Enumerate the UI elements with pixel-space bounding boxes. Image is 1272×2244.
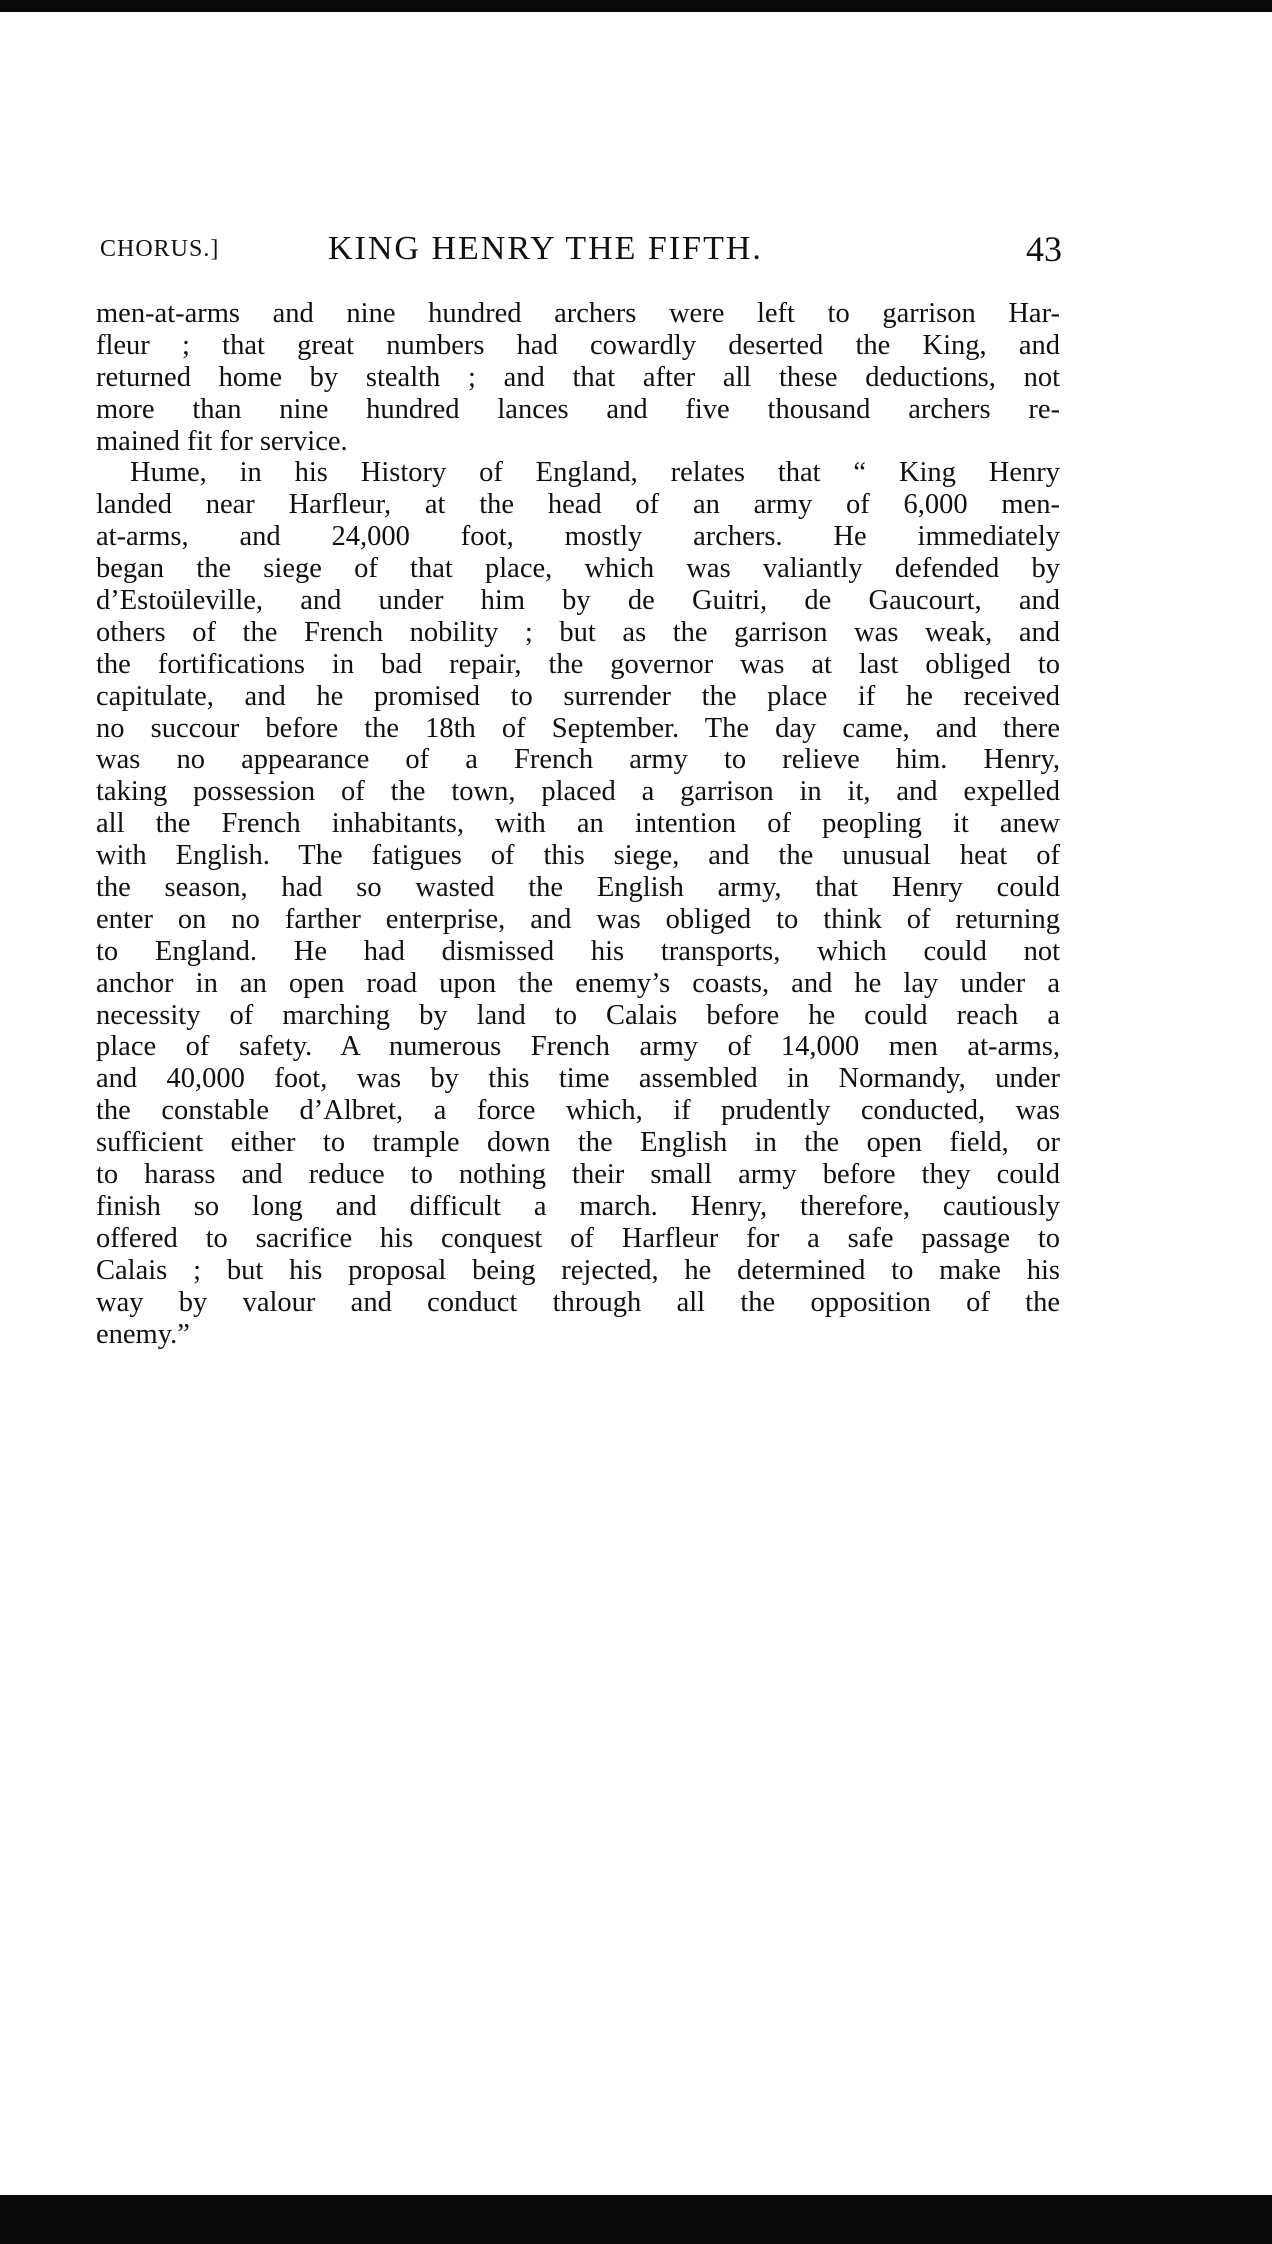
text-line: fleur ; that great numbers had cowardly deserted the King, and: [96, 329, 1060, 361]
text-line: finish so long and difficult a march. Henry, therefore, cautiously: [96, 1190, 1060, 1222]
text-line: returned home by stealth ; and that after all these deductions, not: [96, 361, 1060, 393]
page-number: 43: [1026, 229, 1062, 269]
text-line: Calais ; but his proposal being rejected, he determined to make his: [96, 1254, 1060, 1286]
text-line: the constable d’Albret, a force which, if prudently conducted, was: [96, 1095, 1060, 1127]
text-line: others of the French nobility ; but as the garrison was weak, and: [96, 616, 1060, 648]
section-label: CHORUS.]: [100, 236, 220, 262]
text-line: the fortifications in bad repair, the governor was at last obliged to: [96, 648, 1060, 680]
text-line: the season, had so wasted the English army, that Henry could: [96, 872, 1060, 904]
text-line: anchor in an open road upon the enemy’s coasts, and he lay under a: [96, 967, 1060, 999]
text-line: began the siege of that place, which was valiantly defended by: [96, 553, 1060, 585]
text-line: way by valour and conduct through all the opposition of the: [96, 1286, 1060, 1318]
text-line: no succour before the 18th of September. The day came, and there: [96, 712, 1060, 744]
text-line: capitulate, and he promised to surrender the place if he received: [96, 680, 1060, 712]
page-title: KING HENRY THE FIFTH.: [328, 230, 763, 267]
body-text: [96, 298, 1060, 1350]
text-line: men-at-arms and nine hundred archers were left to garrison Har-: [96, 298, 1060, 329]
text-line: place of safety. A numerous French army of 14,000 men at-arms,: [96, 1031, 1060, 1063]
text-line: Hume, in his History of England, relates that “ King Henry: [130, 457, 1060, 489]
text-line: landed near Harfleur, at the head of an army of 6,000 men-: [96, 489, 1060, 521]
text-line: at-arms, and 24,000 foot, mostly archers. He immediately: [96, 521, 1060, 553]
text-line: to harass and reduce to nothing their small army before they could: [96, 1159, 1060, 1191]
text-line: was no appearance of a French army to relieve him. Henry,: [96, 744, 1060, 776]
scan-border-top: [0, 0, 1272, 12]
text-line: more than nine hundred lances and five thousand archers re-: [96, 393, 1060, 425]
text-line: mained fit for service.: [96, 425, 348, 457]
running-head: [100, 228, 1062, 268]
text-line: and 40,000 foot, was by this time assembled in Normandy, under: [96, 1063, 1060, 1095]
text-line: sufficient either to trample down the English in the open field, or: [96, 1127, 1060, 1159]
text-line: with English. The fatigues of this siege, and the unusual heat of: [96, 840, 1060, 872]
scan-border-bottom: [0, 2195, 1272, 2244]
text-line: taking possession of the town, placed a garrison in it, and expelled: [96, 776, 1060, 808]
text-line: enter on no farther enterprise, and was obliged to think of returning: [96, 903, 1060, 935]
text-line: to England. He had dismissed his transports, which could not: [96, 935, 1060, 967]
text-line: all the French inhabitants, with an intention of peopling it anew: [96, 808, 1060, 840]
text-line: offered to sacrifice his conquest of Harfleur for a safe passage to: [96, 1222, 1060, 1254]
text-line: d’Estoüleville, and under him by de Guitri, de Gaucourt, and: [96, 585, 1060, 617]
text-line: enemy.”: [96, 1318, 190, 1350]
text-line: necessity of marching by land to Calais before he could reach a: [96, 999, 1060, 1031]
